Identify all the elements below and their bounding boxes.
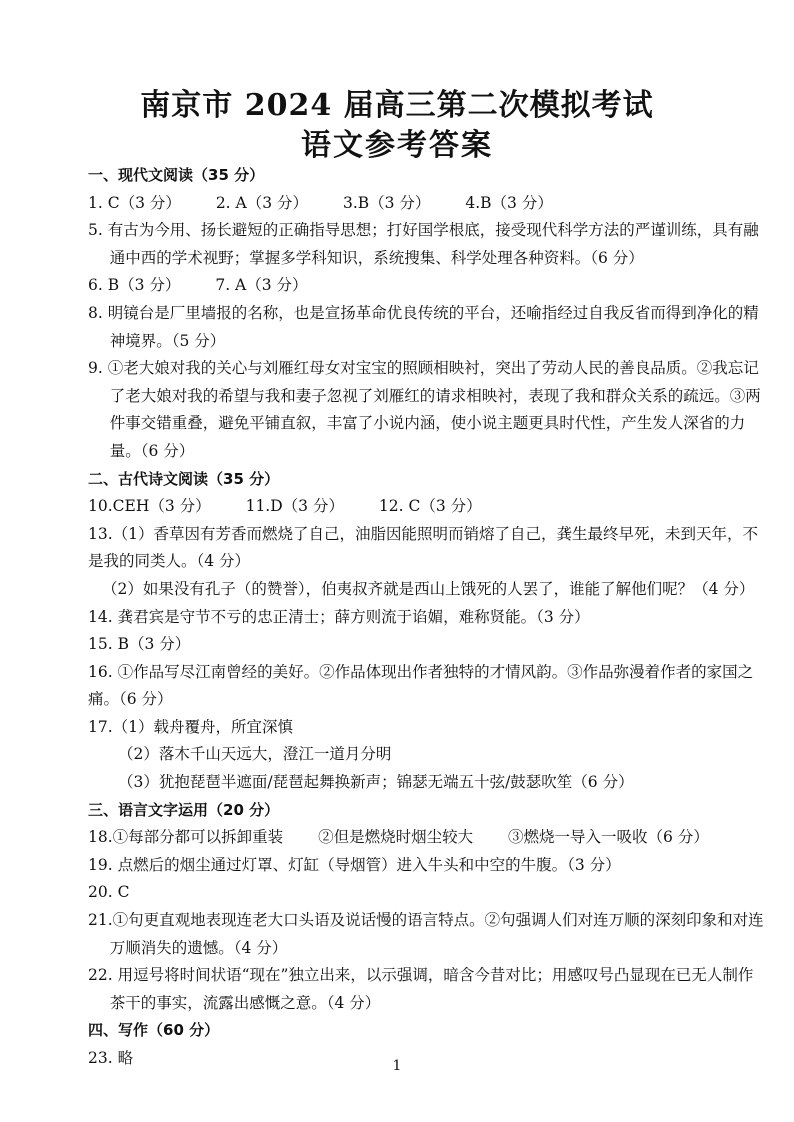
answer-8: 8. 明镜台是厂里墙报的名称，也是宣扬革命优良传统的平台，还喻指经过自我反省而得到净化的精神境界。（5 分）: [88, 303, 759, 350]
answer-10: 10.CEH（3 分）: [88, 497, 211, 516]
answer-16: 16. ①作品写尽江南曾经的美好。②作品体现出作者独特的才情风韵。③作品弥漫着作者的家国之痛。（6 分）: [88, 662, 754, 709]
answer-23: 23. 略: [88, 1049, 134, 1067]
answer-18: [88, 824, 768, 852]
answers-6-7: [88, 272, 768, 300]
page-title: 南京市 2024 届高三第二次模拟考试: [140, 88, 654, 123]
answer-19: 19. 点燃后的烟尘通过灯罩、灯缸（导烟管）进入牛头和中空的牛腹。（3 分）: [88, 855, 621, 874]
answer-5: 5. 有古为今用、扬长避短的正确指导思想；打好国学根底，接受现代科学方法的严谨训练，具有融通中西的学术视野；掌握多学科知识，系统搜集、科学处理各种资料。（6 分）: [88, 221, 759, 267]
answer-17-part-3: （3）犹抱琵琶半遮面/琵琶起舞换新声；锦瑟无端五十弦/鼓瑟吹笙（6 分）: [118, 773, 634, 792]
answer-13-part-2: （2）如果没有孔子（的赞誉），伯夷叔齐就是西山上饿死的人罢了，谁能了解他们呢？（4 分）: [102, 579, 755, 598]
page-subtitle: 语文参考答案: [301, 128, 493, 163]
section-heading-writing: 四、写作（60 分）: [88, 1021, 220, 1040]
answer-11: 11.D（3 分）: [245, 497, 344, 516]
answer-13-part-1: 13.（1）香草因有芳香而燃烧了自己，油脂因能照明而销熔了自己，龚生最终早死，未到天年，不是我的同类人。（4 分）: [88, 524, 759, 571]
answers-10-12: [88, 493, 768, 521]
answer-3: 3.B（3 分）: [342, 193, 431, 212]
answer-22: 22. 用逗号将时间状语“现在”独立出来，以示强调，暗含今昔对比；用感叹号凸显现在已无人制作茶干的事实，流露出感慨之意。（4 分）: [88, 966, 754, 1012]
page-number: 1: [392, 1058, 402, 1074]
answer-1: 1. C（3 分）: [88, 193, 181, 212]
section-heading-language-use: 三、语言文字运用（20 分）: [88, 800, 280, 819]
answer-18-part-2: ②但是燃烧时烟尘较大: [318, 828, 474, 847]
answer-14: 14. 龚君宾是守节不亏的忠正清士；薛方则流于谄媚，难称贤能。（3 分）: [88, 607, 590, 626]
answer-6: 6. B（3 分）: [88, 276, 181, 295]
answer-21: 21.①句更直观地表现连老大口头语及说话慢的语言特点。②句强调人们对连万顺的深刻印象和对连万顺消失的遗憾。（4 分）: [88, 911, 764, 957]
answer-18-part-1: 18.①每部分都可以拆卸重装: [88, 828, 284, 847]
section-heading-classical-reading: 二、古代诗文阅读（35 分）: [88, 469, 280, 488]
answer-9: 9. ①老大娘对我的关心与刘雁红母女对宝宝的照顾相映衬，突出了劳动人民的善良品质。②我忘记了老大娘对我的希望与我和妻子忽视了刘雁红的请求相映衬，表现了我和群众关系的疏远。③两件事交错重叠，避免平铺直叙，丰富了小说内涵，使小说主题更具时代性，产生发人深省的力量。（6 分）: [88, 359, 761, 460]
section-heading-modern-reading: 一、现代文阅读（35 分）: [88, 166, 265, 184]
answer-18-part-3: ③燃烧一导入一吸收（6 分）: [508, 828, 709, 847]
answer-17-part-1: 17.（1）载舟覆舟，所宜深慎: [88, 717, 294, 736]
title-block: [0, 86, 794, 166]
answers-1-4: [88, 190, 768, 218]
answer-2: 2. A（3 分）: [215, 193, 309, 212]
answer-4: 4.B（3 分）: [465, 193, 553, 212]
answer-content: [88, 162, 768, 1073]
answer-17-part-2: （2）落木千山天远大，澄江一道月分明: [118, 745, 392, 764]
answer-7: 7. A（3 分）: [215, 276, 308, 295]
answer-12: 12. C（3 分）: [378, 497, 482, 516]
answer-15: 15. B（3 分）: [88, 635, 191, 654]
answer-20: 20. C: [88, 883, 130, 902]
